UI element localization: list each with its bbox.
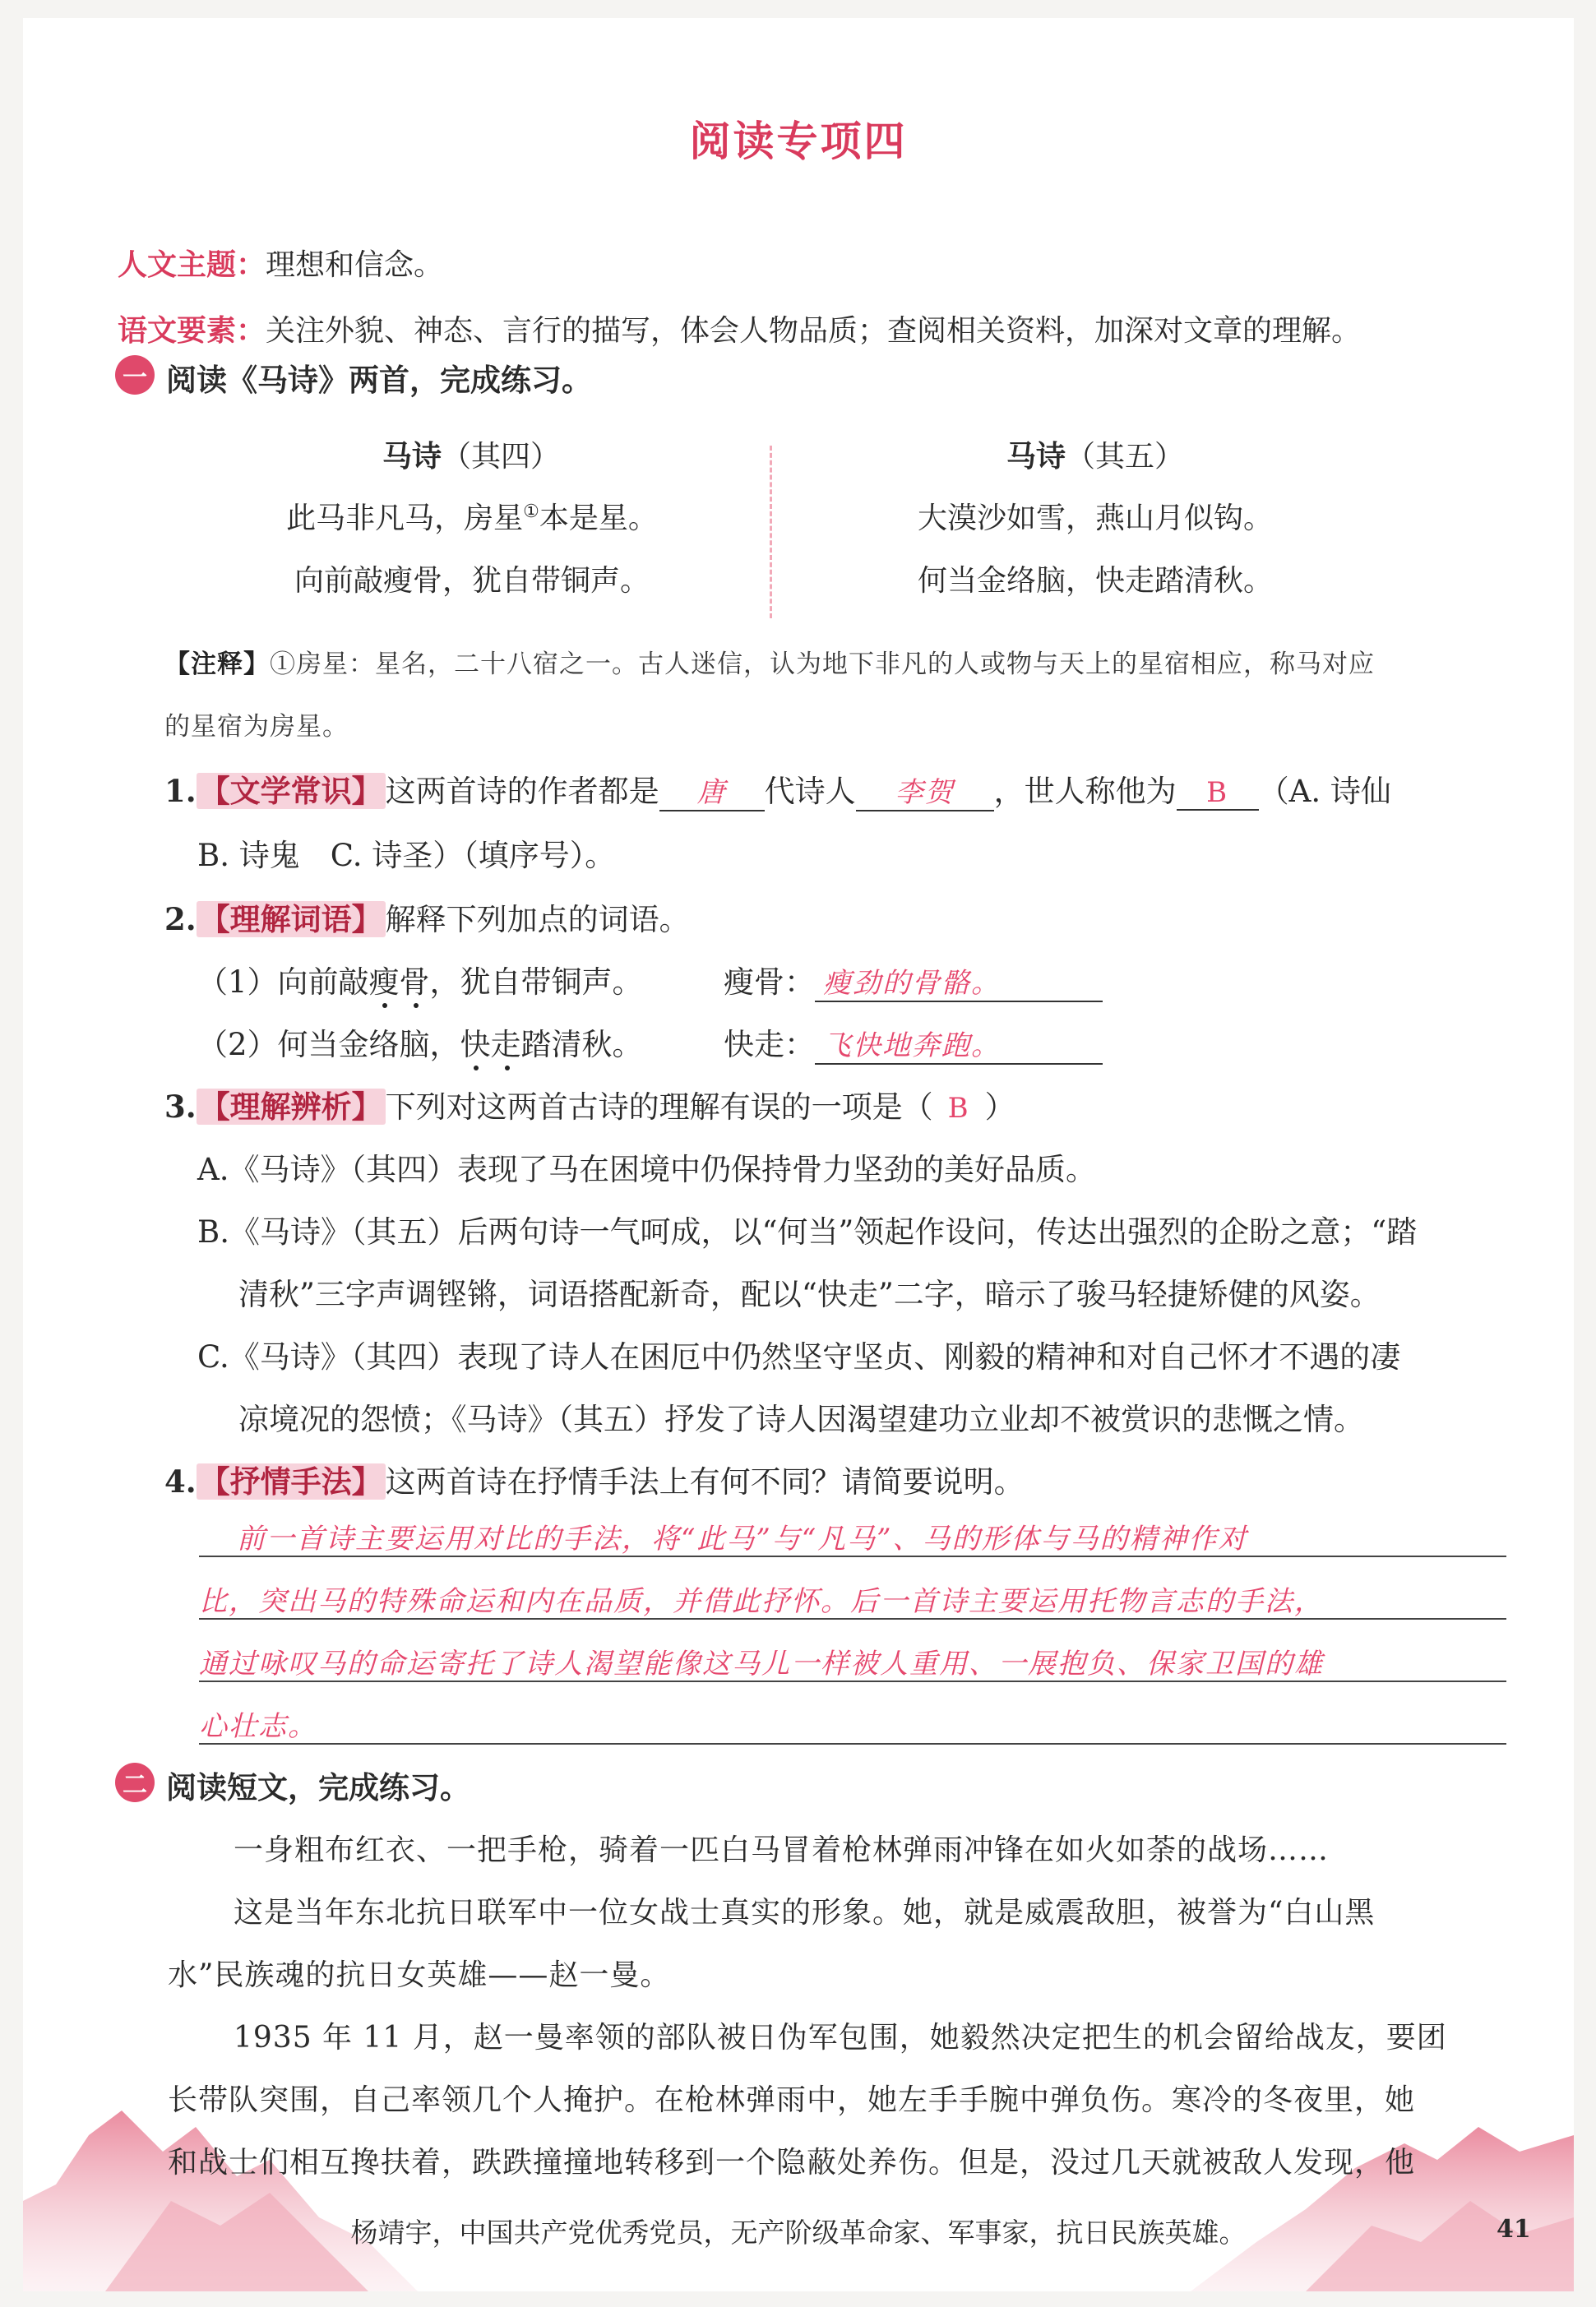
passage-line-2: 这是当年东北抗日联军中一位女战士真实的形象。她，就是威震敌胆，被誉为“白山黑 <box>234 1896 1376 1930</box>
section-one-badge: 一 <box>115 355 155 395</box>
elements-row <box>118 307 1361 349</box>
question-1-options: B. 诗鬼 C. 诗圣）（填序号）。 <box>197 838 616 873</box>
answer-line-3: 通过咏叹马的命运寄托了诗人渴望能像这马儿一样被人重用、一展抱负、保家卫国的雄 <box>199 1648 1324 1681</box>
poem-1-title-sub: （其四） <box>442 440 561 474</box>
theme-row <box>118 242 443 284</box>
poem-2-title-main: 马诗 <box>1006 439 1066 474</box>
footer-note: 杨靖宇，中国共产党优秀党员，无产阶级革命家、军事家，抗日民族英雄。 <box>350 2217 1247 2249</box>
passage-line-1: 一身粗布红衣、一把手枪，骑着一匹白马冒着枪林弹雨冲锋在如火如荼的战场…… <box>234 1833 1330 1867</box>
question-1: 1. 【文学常识】 这两首诗的作者都是 唐 代诗人 李贺 ，世人称他为 B （A. 诗仙 <box>164 766 1391 811</box>
page-number: 41 <box>1497 2215 1531 2244</box>
note-marker: ① <box>523 502 539 522</box>
question-2-item-2: （2）何当金络脑，快走 踏清秋。 <box>197 1019 643 1064</box>
question-2-item-1-answer-row: 瘦骨： 瘦劲的骨骼。 <box>724 957 1103 1002</box>
option-c-line-2: 凉境况的怨愤；《马诗》（其五）抒发了诗人因渴望建功立业却不被赏识的悲慨之情。 <box>238 1402 1364 1437</box>
answer-blank-title[interactable]: B <box>1177 776 1259 811</box>
poem-2-title <box>865 433 1325 475</box>
option-b-line-2: 清秋”三字声调铿锵，词语搭配新奇，配以“快走”二字，暗示了骏马轻捷矫健的风姿。 <box>238 1277 1381 1312</box>
option-c-line-1: C.《马诗》（其四）表现了诗人在困厄中仍然坚守坚贞、刚毅的精神和对自己怀才不遇的凄 <box>197 1339 1401 1375</box>
theme-value: 理想和信念。 <box>266 248 444 282</box>
question-2-tag: 【理解词语】 <box>197 901 386 937</box>
elements-value: 关注外貌、神态、言行的描写，体会人物品质；查阅相关资料，加深对文章的理解。 <box>266 314 1362 348</box>
poem-1-title <box>241 433 701 475</box>
question-2-item-1: （1）向前敲瘦骨 ，犹自带铜声。 <box>197 957 643 1001</box>
answer-rule-4 <box>199 1743 1506 1745</box>
answer-blank-kuaizou[interactable]: 飞快地奔跑。 <box>815 1023 1103 1065</box>
section-two-title: 阅读短文，完成练习。 <box>166 1769 470 1805</box>
answer-line-2: 比，突出马的特殊命运和内在品质，并借此抒怀。后一首诗主要运用托物言志的手法， <box>199 1585 1324 1618</box>
annotation-line-2: 的星宿为房星。 <box>164 712 349 742</box>
answer-line-1: 前一首诗主要运用对比的手法，将“此马”与“凡马”、马的形体与马的精神作对 <box>237 1523 1248 1556</box>
answer-choice[interactable]: B <box>947 1092 970 1125</box>
option-a: A.《马诗》（其四）表现了马在困境中仍保持骨力坚劲的美好品质。 <box>197 1152 1096 1187</box>
question-4-tag: 【抒情手法】 <box>197 1463 386 1500</box>
question-2: 2. 【理解词语】 解释下列加点的词语。 <box>164 901 690 937</box>
poem-2-line-2: 何当金络脑，快走踏清秋。 <box>917 564 1273 598</box>
theme-label: 人文主题： <box>118 247 266 282</box>
annotation-label: 【注释】 <box>164 650 270 679</box>
dotted-word-kuaizou: 快走 <box>460 1027 521 1062</box>
answer-blank-shougu[interactable]: 瘦劲的骨骼。 <box>815 960 1103 1002</box>
poem-1-title-main: 马诗 <box>382 439 442 474</box>
poem-1-line-2: 向前敲瘦骨，犹自带铜声。 <box>294 564 650 598</box>
answer-rule-3 <box>199 1681 1506 1682</box>
question-4: 4. 【抒情手法】 这两首诗在抒情手法上有何不同？请简要说明。 <box>164 1463 1025 1500</box>
poem-1-line-1: 此马非凡马，房星①本是星。 <box>286 502 658 535</box>
answer-line-4: 心壮志。 <box>199 1710 317 1743</box>
poem-2-line-1: 大漠沙如雪，燕山月似钩。 <box>917 502 1273 535</box>
passage-line-4: 1935 年 11 月，赵一曼率领的部队被日伪军包围，她毅然决定把生的机会留给战友，要团 <box>234 2021 1447 2055</box>
section-two-badge: 二 <box>115 1763 155 1802</box>
annotation-line-1: 【注释】①房星：星名，二十八宿之一。古人迷信，认为地下非凡的人或物与天上的星宿相应，称马对应 <box>164 650 1375 679</box>
passage-line-3: 水”民族魂的抗日女英雄——赵一曼。 <box>168 1958 671 1992</box>
question-3: 3. 【理解辨析】 下列对这两首古诗的理解有误的一项是（ B ） <box>164 1089 1015 1125</box>
answer-blank-poet[interactable]: 李贺 <box>856 770 994 811</box>
elements-label: 语文要素： <box>118 313 266 348</box>
passage-line-5: 长带队突围，自己率领几个人掩护。在枪林弹雨中，她左手手腕中弹负伤。寒冷的冬夜里，她 <box>168 2083 1416 2117</box>
answer-rule-2 <box>199 1618 1506 1620</box>
answer-blank-dynasty[interactable]: 唐 <box>659 770 765 811</box>
section-one-title: 阅读《马诗》两首，完成练习。 <box>166 362 592 398</box>
page-title: 阅读专项四 <box>689 117 908 165</box>
poem-2-title-sub: （其五） <box>1066 440 1185 474</box>
dotted-word-shougu: 瘦骨 <box>369 964 430 1000</box>
poem-divider <box>770 446 772 618</box>
passage-line-6: 和战士们相互搀扶着，跌跌撞撞地转移到一个隐蔽处养伤。但是，没过几天就被敌人发现，他 <box>168 2146 1416 2180</box>
question-3-tag: 【理解辨析】 <box>197 1089 386 1125</box>
workbook-page <box>23 18 1574 2291</box>
option-b-line-1: B.《马诗》（其五）后两句诗一气呵成，以“何当”领起作设问，传达出强烈的企盼之意；“踏 <box>197 1214 1418 1250</box>
question-1-tag: 【文学常识】 <box>197 773 386 809</box>
question-2-item-2-answer-row: 快走： 飞快地奔跑。 <box>724 1019 1103 1065</box>
answer-rule-1 <box>199 1556 1506 1557</box>
